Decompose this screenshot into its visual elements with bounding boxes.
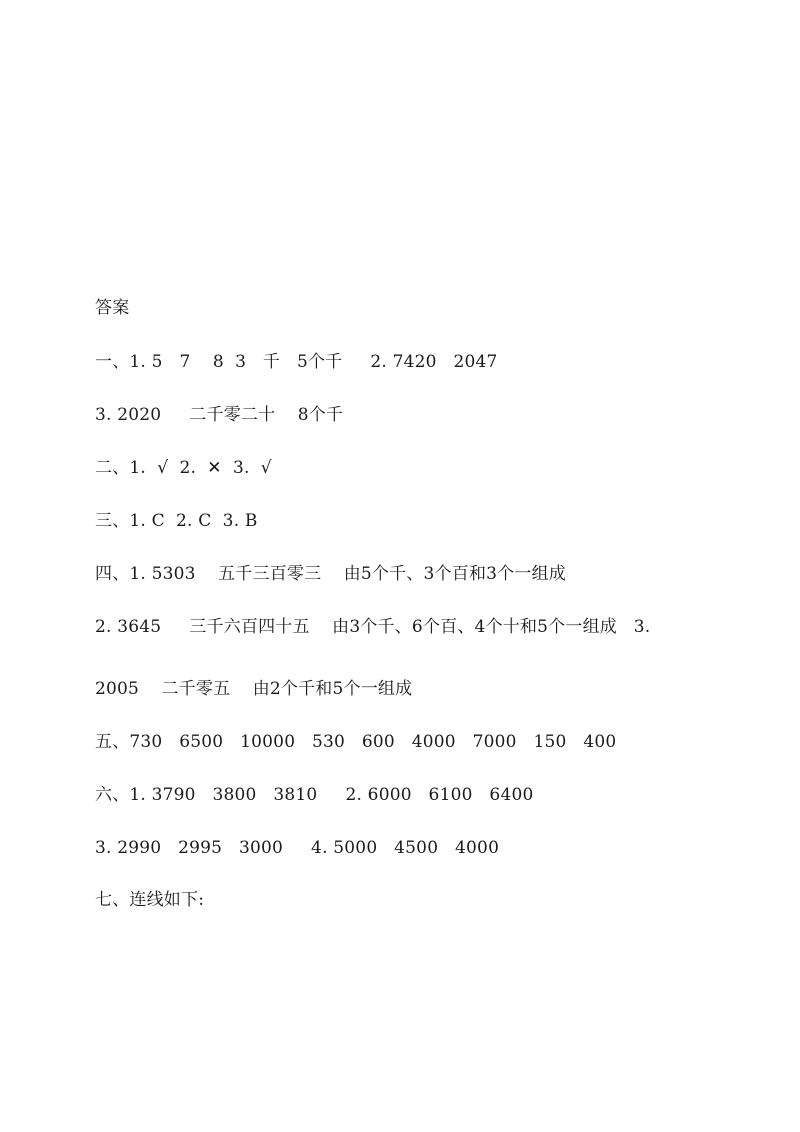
answer-line-5: 四、1. 5303 五千三百零三 由5个千、3个百和3个一组成 xyxy=(95,564,566,584)
answer-line-3: 二、1. √ 2. ✕ 3. √ xyxy=(95,458,272,478)
answer-line-11: 七、连线如下: xyxy=(95,890,205,910)
answer-line-4: 三、1. C 2. C 3. B xyxy=(95,511,258,531)
answer-line-8: 五、730 6500 10000 530 600 4000 7000 150 400 xyxy=(95,732,617,752)
answer-line-2: 3. 2020 二千零二十 8个千 xyxy=(95,405,344,425)
answer-line-6: 2. 3645 三千六百四十五 由3个千、6个百、4个十和5个一组成 3. xyxy=(95,617,651,637)
answer-line-1: 一、1. 5 7 8 3 千 5个千 2. 7420 2047 xyxy=(95,352,498,372)
answer-line-9: 六、1. 3790 3800 3810 2. 6000 6100 6400 xyxy=(95,785,534,805)
answer-line-7: 2005 二千零五 由2个千和5个一组成 xyxy=(95,679,413,699)
answer-heading: 答案 xyxy=(95,298,130,318)
answer-line-10: 3. 2990 2995 3000 4. 5000 4500 4000 xyxy=(95,838,500,858)
